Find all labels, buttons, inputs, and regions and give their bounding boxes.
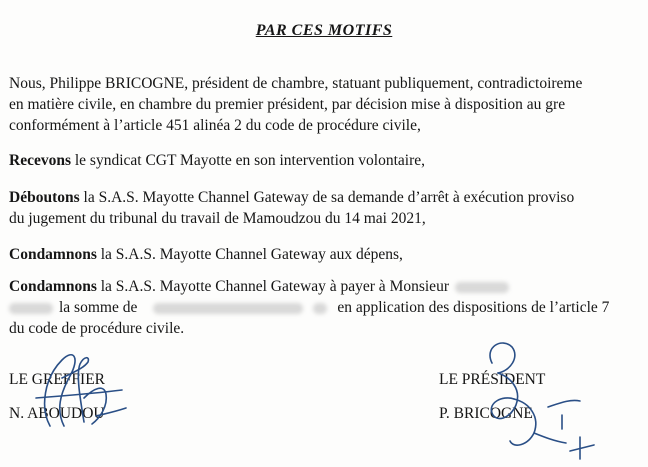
paragraph-line: conformément à l’article 451 alinéa 2 du code de procédure civile, [9, 117, 421, 134]
keyword-condamnons: Condamnons [9, 278, 97, 295]
redacted-name [9, 303, 53, 314]
president-title: LE PRÉSIDENT [439, 371, 546, 388]
redacted-amount [313, 303, 327, 314]
paragraph-condamnons-depens [9, 244, 648, 265]
paragraph-line: Nous, Philippe BRICOGNE, président de chambre, statuant publiquement, contradictoireme [9, 75, 583, 92]
paragraph-condamnons-payer [9, 276, 648, 339]
section-heading: PAR CES MOTIFS [255, 22, 393, 39]
redacted-amount [153, 303, 303, 314]
redacted-name [455, 282, 509, 293]
paragraph-text: la S.A.S. Mayotte Channel Gateway à payer à Monsieur [96, 278, 449, 295]
keyword-recevons: Recevons [9, 152, 71, 169]
paragraph-text: la somme de [59, 299, 138, 316]
president-name: P. BRICOGNE [439, 405, 533, 422]
keyword-deboutons: Déboutons [9, 189, 80, 206]
paragraph-line: du code de procédure civile. [9, 320, 185, 337]
paragraph-text: en application des dispositions de l’article 7 [337, 299, 610, 316]
paragraph-recevons [9, 150, 648, 171]
paragraph-nous [9, 73, 648, 136]
greffier-name: N. ABOUDOU [9, 405, 105, 422]
president-signature-icon [470, 333, 600, 465]
paragraph-text: la S.A.S. Mayotte Channel Gateway aux dépens, [96, 246, 403, 263]
paragraph-line: du jugement du tribunal du travail de Mamoudzou du 14 mai 2021, [9, 210, 426, 227]
paragraph-line: en matière civile, en chambre du premier président, par décision mise à disposition au gre [9, 96, 566, 113]
greffier-title: LE GREFFIER [9, 371, 106, 388]
paragraph-text: la S.A.S. Mayotte Channel Gateway de sa demande d’arrêt à exécution proviso [79, 189, 575, 206]
paragraph-deboutons [9, 187, 648, 229]
keyword-condamnons: Condamnons [9, 246, 97, 263]
greffier-signature-icon [30, 338, 140, 438]
paragraph-text: le syndicat CGT Mayotte en son intervention volontaire, [71, 152, 425, 169]
